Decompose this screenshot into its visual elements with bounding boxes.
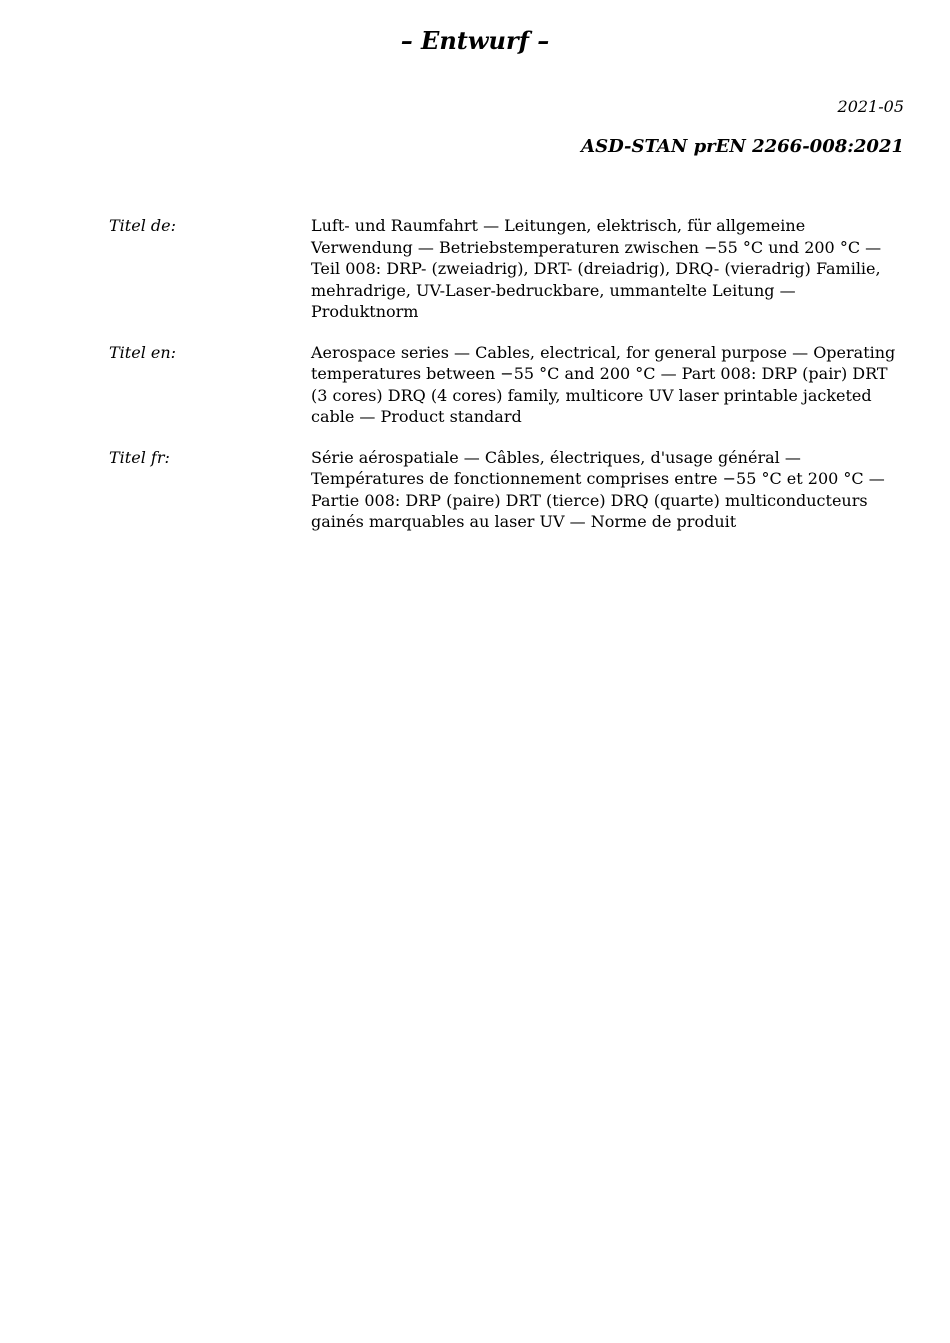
- title-row-de: [109, 215, 909, 323]
- document-number: ASD-STAN prEN 2266-008:2021: [581, 136, 904, 157]
- title-text-fr: Série aérospatiale — Câbles, électriques, d'usage général — Températures de fonctionnement comprises entre −55 °C et 200 °C — Partie 008: DRP (paire) DRT (tierce) DRQ (quarte) multiconducteurs gainés marquables au laser UV — Norme de produit: [311, 447, 885, 531]
- title-label-de: Titel de:: [109, 216, 176, 235]
- document-date: 2021-05: [837, 97, 904, 116]
- title-row-en: [109, 342, 909, 428]
- titles-section: [109, 215, 909, 552]
- page-title: – Entwurf –: [400, 26, 550, 55]
- title-label-fr: Titel fr:: [109, 447, 170, 467]
- title-row-fr: [109, 447, 909, 533]
- title-text-en: Aerospace series — Cables, electrical, for general purpose — Operating temperatures between −55 °C and 200 °C — Part 008: DRP (pair) DRT (3 cores) DRQ (4 cores) family, multicore UV laser printable jacketed cable — Product standard: [311, 342, 896, 426]
- title-label-en: Titel en:: [109, 342, 177, 362]
- title-text-de: Luft- und Raumfahrt — Leitungen, elektrisch, für allgemeine Verwendung — Betriebstemperaturen zwischen −55 °C und 200 °C — Teil 008: DRP- (zweiadrig), DRT- (dreiadrig), DRQ- (vieradrig) Familie, mehradrige, UV-Laser-bedruckbare, ummantelte Leitung — Produktnorm: [311, 216, 882, 321]
